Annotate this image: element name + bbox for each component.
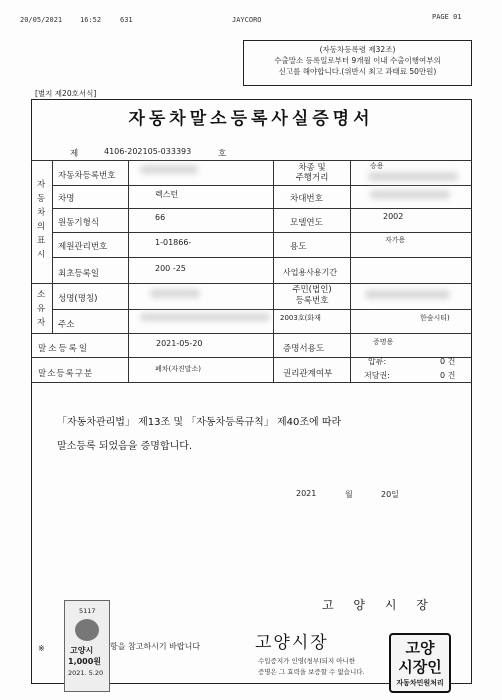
revenue-stamp-date: 2021. 5.20 [68,669,104,677]
fax-page: PAGE 01 [432,13,462,21]
row-divider [52,309,472,310]
seal-bottom-text: 시장인 [398,658,442,676]
document-title: 자동차말소등록사실증명서 [128,109,374,129]
issuer-name: 고 양 시 장 [322,598,436,612]
engine-type-value: 66 [155,213,166,222]
vehicle-name-label: 차명 [58,194,75,204]
row-divider [52,208,472,209]
resident-id-label: 주민(법인) 등록번호 [292,285,332,306]
cancel-type-label: 말소등록구분 [38,369,94,379]
cert-number-prefix: 제 [70,149,79,159]
redaction [140,313,270,321]
official-seal [389,633,451,693]
stamp-emblem-icon [75,619,99,641]
col-divider [128,160,129,382]
fax-sender: JAYCORO [232,16,262,24]
table-top-border [31,160,472,161]
col-divider [273,160,274,382]
cancel-date-value: 2021-05-20 [156,339,203,348]
footer-note-right-1: 수입증지가 인영(청부)되지 아니한 [258,657,356,665]
cert-number-suffix: 호 [218,149,227,159]
vehicle-type-mileage-label: 차종 및 주행거리 [295,163,329,183]
issue-day: 20일 [381,490,399,499]
vehicle-reg-no-label: 자동차등록번호 [58,171,116,181]
vehicle-group-label: 자동차의표시 [37,180,46,260]
address-label: 주소 [58,320,75,330]
model-year-value: 2002 [383,212,404,221]
footer-note-mid: 항을 참고하시기 바랍니다 [110,642,201,651]
fax-date: 20/05/2021 [20,16,63,24]
revenue-stamp [64,600,110,692]
row-divider [52,257,472,258]
redaction [368,172,458,181]
footer-note-mark: ※ [38,644,45,653]
table-bottom-border [31,382,472,383]
vehicle-type-value: 승용 [370,162,384,170]
address-value: 2003호(화재 [280,314,321,322]
row-divider [52,232,472,233]
engine-type-label: 원동기형식 [58,218,100,228]
model-year-label: 모델연도 [290,218,323,228]
fax-time: 16:52 [80,16,102,24]
mortgage-value: 0 건 [440,371,456,380]
form-number: [별지 제20호서식] [35,89,97,98]
cert-number: 4106-202105-033393 [104,147,192,156]
address-value-end: 한숲시티) [420,314,450,322]
usage-value: 자가용 [385,236,406,244]
notice-line-2: 수출말소 등록일로부터 9개월 이내 수출이행여부의 [274,56,441,65]
redaction [150,289,200,298]
cert-use-label: 증명서용도 [283,344,325,354]
cancel-type-value: 폐차(자진말소) [155,365,202,373]
seal-top-text: 고양 [405,639,435,657]
first-reg-date-label: 최초등록일 [58,269,100,279]
chassis-no-label: 차대번호 [290,194,323,204]
vehicle-name-value: 렉스턴 [155,190,179,199]
rights-relation-label: 권리관계여부 [283,369,333,379]
seizure-label: 압류: [368,357,387,366]
row-divider [31,333,472,334]
redaction [370,190,450,199]
business-use-period-label: 사업용사용기간 [283,268,338,277]
issuer-large: 고양시장 [255,633,329,653]
row-divider [31,357,472,358]
owner-name-label: 성명(명칭) [58,294,98,304]
notice-line-1: (자동차등록령 제32조) [319,45,396,54]
revenue-stamp-number: 5117 [79,607,96,615]
col-divider [52,160,53,333]
spec-mgmt-no-label: 제원관리번호 [58,242,108,252]
cancel-date-label: 말소등록일 [38,344,90,354]
first-reg-date-value: 200 -25 [155,264,186,273]
mortgage-label: 저당권: [364,371,390,380]
owner-group-label: 소유자 [37,290,46,328]
statement-line-2: 말소등록 되었음을 증명합니다. [57,441,193,452]
fax-code: 631 [120,16,133,24]
row-divider [52,185,472,186]
spec-mgmt-no-value: 1-01866- [155,238,192,247]
usage-label: 용도 [290,242,307,252]
seizure-value: 0 건 [440,357,456,366]
issue-year: 2021 [296,489,317,498]
notice-line-3: 신고를 해야합니다.(위반시 최고 과태료 50만원) [278,67,437,76]
redaction [140,165,198,174]
col-divider [350,160,351,382]
footer-note-right-2: 증명은 그 효력을 보증할 수 없습니다. [258,668,365,676]
revenue-stamp-amount: 1,000원 [68,657,102,666]
row-divider [31,283,472,284]
redaction [365,290,450,299]
revenue-stamp-city: 고양시 [70,646,94,655]
seal-sub-text: 자동차민원처리 [396,679,444,687]
cert-use-value: 증명용 [373,338,394,346]
notice-box [243,40,472,86]
issue-month: 월 [345,490,353,499]
statement-line-1: 「자동차관리법」 제13조 및 「자동차등록규칙」 제40조에 따라 [57,417,342,428]
